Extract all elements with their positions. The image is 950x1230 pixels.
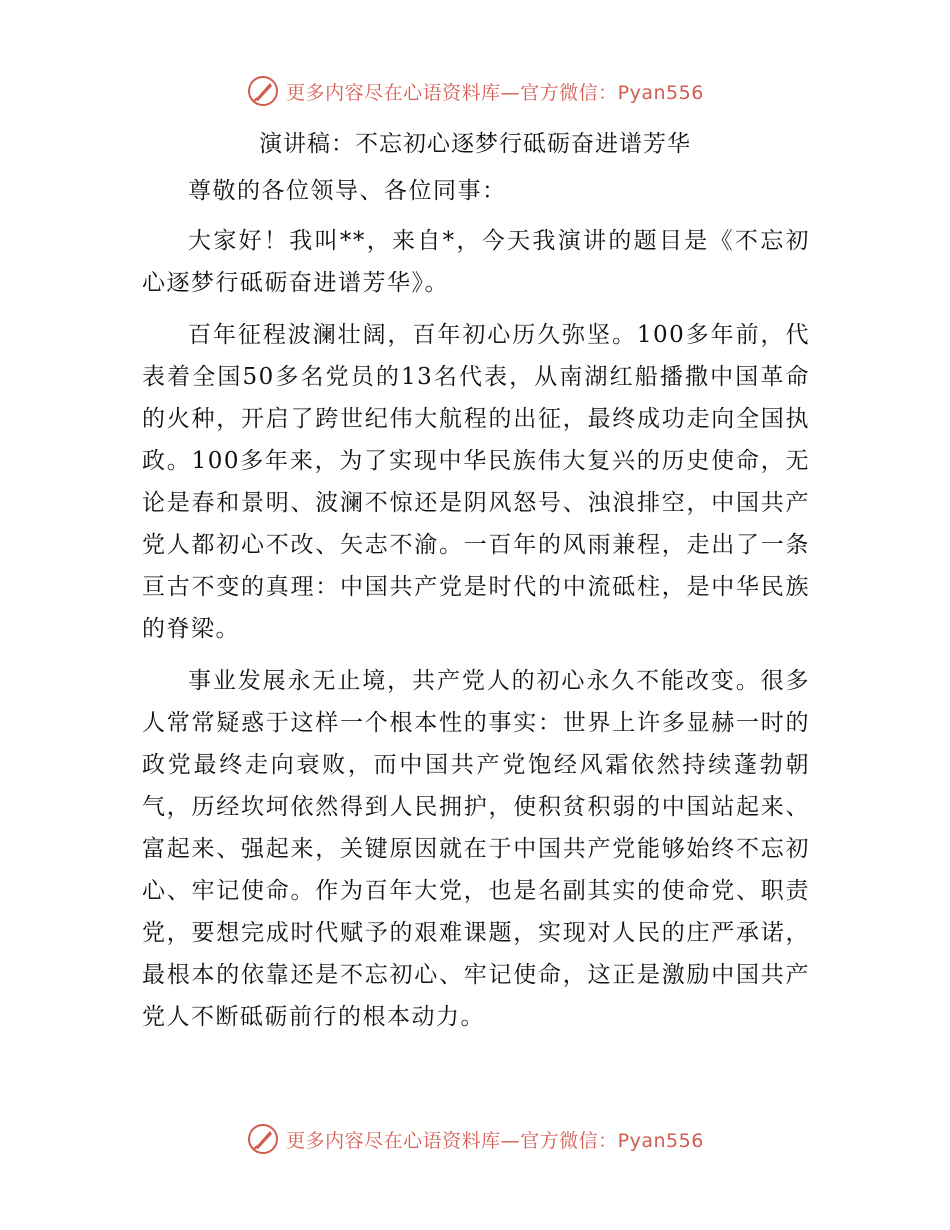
watermark-header (0, 74, 950, 108)
watermark-footer (0, 1122, 950, 1156)
salutation: 尊敬的各位领导、各位同事： (188, 178, 507, 204)
document-body (142, 170, 810, 1048)
quill-pen-icon (246, 74, 280, 108)
document-title: 演讲稿：不忘初心逐梦行砥砺奋进谱芳华 (259, 131, 691, 157)
paragraph: 大家好！我叫**，来自*，今天我演讲的题目是《不忘初心逐梦行砥砺奋进谱芳华》。 (142, 228, 810, 296)
paragraph: 百年征程波澜壮阔，百年初心历久弥坚。100多年前，代表着全国50多名党员的13名代表，从南湖红船播撒中国革命的火种，开启了跨世纪伟大航程的出征，最终成功走向全国执政。100多年来，为了实现中华民族伟大复兴的历史使命，无论是春和景明、波澜不惊还是阴风怒号、浊浪排空，中国共产党人都初心不改、矢志不渝。一百年的风雨兼程，走出了一条亘古不变的真理：中国共产党是时代的中流砥柱，是中华民族的脊梁。 (142, 322, 810, 642)
watermark-text: 更多内容尽在心语资料库—官方微信：Pyan556 (286, 81, 704, 104)
quill-pen-icon (246, 1122, 280, 1156)
paragraph: 事业发展永无止境，共产党人的初心永久不能改变。很多人常常疑惑于这样一个根本性的事实：世界上许多显赫一时的政党最终走向衰败，而中国共产党饱经风霜依然持续蓬勃朝气，历经坎坷依然得到人民拥护，使积贫积弱的中国站起来、富起来、强起来，关键原因就在于中国共产党能够始终不忘初心、牢记使命。作为百年大党，也是名副其实的使命党、职责党，要想完成时代赋予的艰难课题，实现对人民的庄严承诺，最根本的依靠还是不忘初心、牢记使命，这正是激励中国共产党人不断砥砺前行的根本动力。 (142, 668, 810, 1030)
watermark-text: 更多内容尽在心语资料库—官方微信：Pyan556 (286, 1129, 704, 1152)
